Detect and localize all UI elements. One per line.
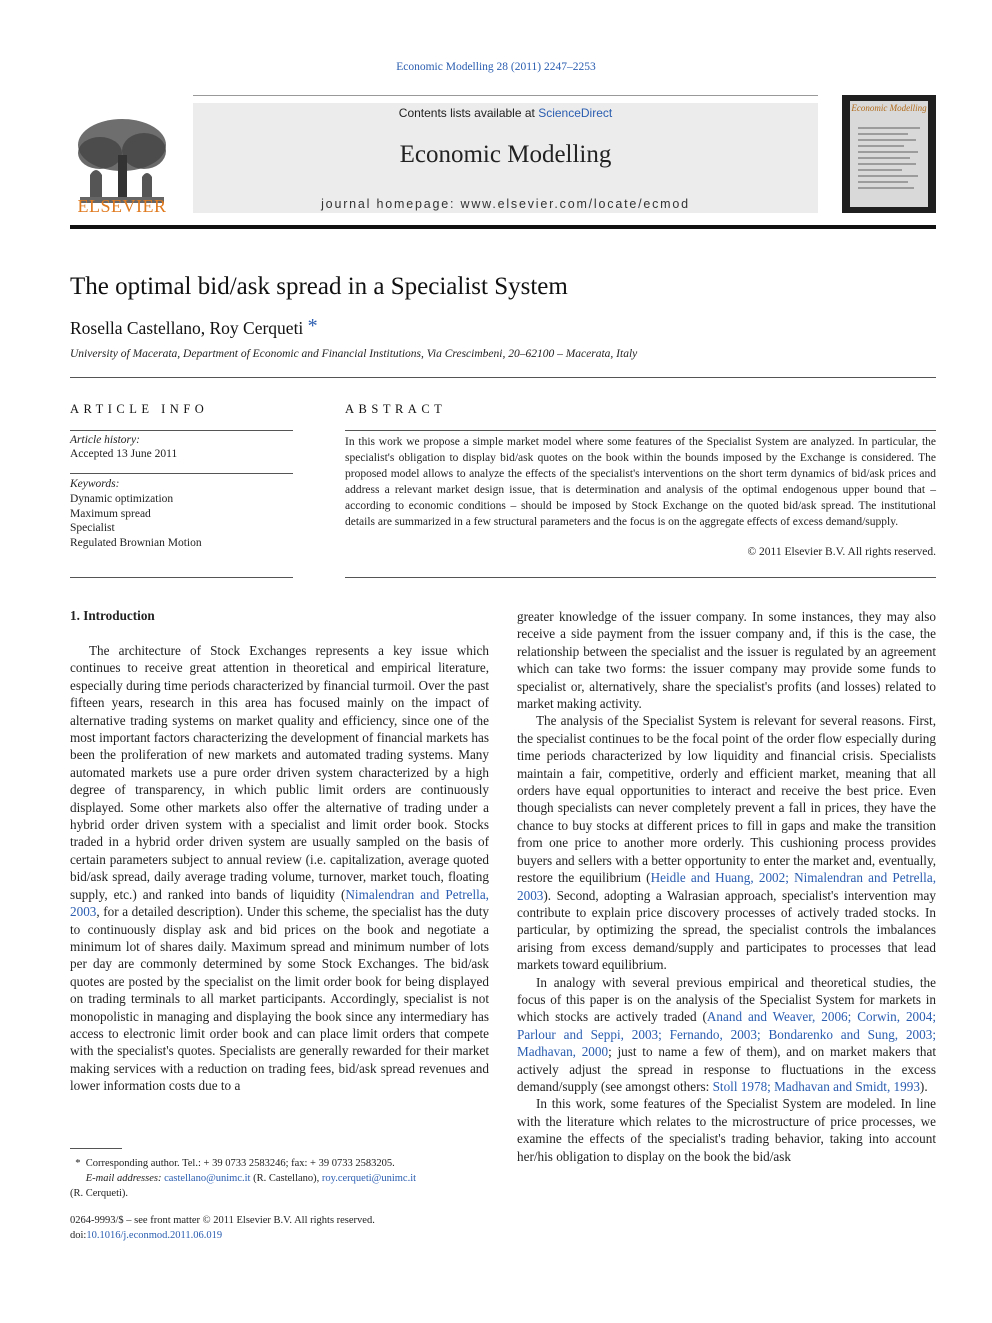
cover-line [858, 175, 918, 177]
paper-title: The optimal bid/ask spread in a Specialist System [70, 273, 568, 300]
email-label: E-mail addresses: [85, 1173, 162, 1184]
paragraph-text: ; just to name a few of them), and on market makers that actively adjust the spread in response to fluctuations in the excess demand/supply (see amongst others: [517, 1044, 936, 1094]
issn-line: 0264-9993/$ – see front matter © 2011 Elsevier B.V. All rights reserved. [70, 1215, 375, 1226]
abstract-rule [345, 577, 936, 578]
footnote-text: Corresponding author. Tel.: + 39 0733 2583246; fax: + 39 0733 2583205. [85, 1158, 395, 1169]
corresponding-author-mark[interactable]: * [307, 315, 318, 337]
cover-line [858, 181, 908, 183]
citation-link[interactable]: Heidle and Huang, 2002; Nimalendran and Petrella, 2003 [517, 870, 936, 903]
journal-reference[interactable]: Economic Modelling 28 (2011) 2247–2253 [396, 61, 596, 73]
abstract-text: In this work we propose a simple market model where some features of the Specialist System are analyzed. In particular, the specialist's obligation to display bid/ask quotes on the book within the bounds imposed by the Exchange is considered. The proposed model allows to analyze the effects of the specialist's interventions on the short term dynamics of bid/ask prices and address a relevant market design issue, that is determination and analysis of the optimal endogenous upper bound that – according to economic conditions – should be imposed by Stock Exchange on the quoted bid/ask spread. The institutional details are summarized in a few structural parameters and the focus is on the aggregate effects of excess demand/supply. [345, 436, 936, 528]
doi-link[interactable]: 10.1016/j.econmod.2011.06.019 [86, 1230, 223, 1241]
keyword: Dynamic optimization [70, 493, 174, 505]
citation-link[interactable]: Anand and Weaver, 2006; Corwin, 2004; Parlour and Seppi, 2003; Fernando, 2003; Bondarenko and Sung, 2003; Madhavan, 2000 [517, 1009, 936, 1060]
cover-line [858, 139, 916, 141]
paragraph [517, 712, 936, 973]
cover-page [850, 101, 928, 207]
left-column [70, 642, 489, 1095]
article-info-rule [70, 430, 293, 431]
cover-line [858, 133, 908, 135]
masthead-bottom-rule [70, 225, 936, 229]
cover-line [858, 157, 910, 159]
footnote-mark: * [75, 1158, 81, 1169]
abstract-rule [345, 430, 936, 431]
article-info-rule [70, 473, 293, 474]
keyword: Regulated Brownian Motion [70, 536, 202, 549]
keyword: Maximum spread [70, 507, 151, 520]
paragraph-text: , for a detailed description). Under this scheme, the specialist has the duty to continuously display ask and bid prices on the book and negotiate a minimum lot of shares daily. Maximum spread and minimum number of lots per day are commonly determined by some Stock Exchanges. The bid/ask quotes are posted by the specialist on the limit order book for being displayed on trading terminals to all market participants. Accordingly, specialist is not monopolistic in managing and displaying the book since any intermediary has access to electronic limit order book and can place limit orders that compete with the specialist's quotes. Specialists are generally rewarded for their market making services with a reduction on trading fees, bid/ask spread revenues and lower information costs due to a [70, 904, 489, 1094]
publisher-wordmark: ELSEVIER [77, 196, 167, 216]
paragraph-text: The analysis of the Specialist System is relevant for several reasons. First, the specialist continues to be the focal point of the order flow especially during time periods characterized by low liquidity and financial crisis. Specialists maintain a fair, competitive, orderly and efficient market, meaning that all orders have equal opportunities to interact and receive the best price. Even though specialists can never completely prevent a fall in prices, they have the chance to buy stocks at different prices to fill in gaps and make the transition from one price to another more orderly. This cushioning process provides buyers and sellers with a better opportunity to enter the market and, eventually, restore the equilibrium ( [517, 713, 936, 886]
paragraph-text: The architecture of Stock Exchanges represents a key issue which continues to receive great attention in theoretical and empirical literature, especially during time periods characterized by financial turmoil. Over the past fifteen years, research in this area has focused mainly on the impact of alternative trading systems on market quality and efficiency, since one of the most important factors characterizing the development of financial markets has been the proliferation of new markets and automated trading systems. Many automated markets use a pure order driven system characterized by a high degree of transparency, in which public limit orders are continuously displayed. Some other markets also offer the alternative of trading under a hybrid order driven system with a specialist and limit order book. Stocks traded in a hybrid order driven system are usually sampled on the basis of certain parameters subject to annual review (i.e. capitalization, average quoted bid/ask spread, daily average trading volume, turnover, market touch, floating supply, etc.) and ranked into bands of liquidity ( [70, 643, 489, 902]
affiliation-rule [70, 377, 936, 378]
doi-label: doi: [70, 1230, 87, 1241]
journal-homepage[interactable]: journal homepage: www.elsevier.com/locate/ecmod [321, 197, 690, 211]
authors [70, 315, 318, 339]
email-link[interactable]: castellano@unimc.it [164, 1173, 251, 1184]
email-owner: (R. Cerqueti). [70, 1188, 129, 1199]
cover-line [858, 151, 918, 153]
paragraph-text: ). [919, 1078, 928, 1094]
footnote-rule [70, 1148, 122, 1149]
email-link[interactable]: roy.cerqueti@unimc.it [321, 1173, 417, 1184]
history-value: Accepted 13 June 2011 [70, 448, 178, 460]
section-heading-introduction: 1. Introduction [70, 608, 155, 623]
abstract-heading: ABSTRACT [345, 402, 447, 416]
cover-line [858, 187, 914, 189]
paragraph [70, 642, 489, 1095]
cover-line [858, 163, 916, 165]
journal-cover-thumbnail[interactable] [842, 95, 936, 213]
keywords-list [70, 492, 202, 550]
paragraph-text: ). Second, adopting a Walrasian approach, specialist's intervention may contribute to explain price discovery processes of actively traded stocks. In particular, by optimizing the spread, the specialist controls the imbalances arising from excess demand/supply and participates to processes that lead markets toward equilibrium. [517, 887, 936, 973]
keywords-label: Keywords: [70, 478, 120, 490]
contents-prefix: Contents lists available at [398, 106, 539, 120]
citation-link[interactable]: Nimalendran and Petrella, 2003 [70, 886, 489, 920]
history-label: Article history: [70, 434, 140, 446]
email-owner: (R. Castellano), [250, 1173, 322, 1184]
sciencedirect-link[interactable]: ScienceDirect [538, 106, 613, 120]
contents-line [193, 106, 818, 120]
article-info-rule [70, 577, 293, 578]
right-column [517, 608, 936, 1165]
paragraph: In this work, some features of the Specialist System are modeled. In line with the literature which relates to the microstructure of price processes, we examine the effects of the specialist's trading behavior, taking into account her/his obligation to display on the book the bid/ask [517, 1096, 936, 1164]
doi-line [70, 1228, 490, 1243]
paragraph: greater knowledge of the issuer company. In some instances, they may also receive a side payment from the issuer company and, if this is the case, the relationship between the specialist and the issuer is regulated by an agreement which can take two forms: the issuer company may provide some funds to specialist or, alternatively, share the specialist's profits (and losses) related to market making activity. [517, 609, 936, 712]
footnote-line [70, 1171, 490, 1186]
journal-title: Economic Modelling [399, 141, 612, 168]
footnote [70, 1156, 490, 1201]
abstract-copyright: © 2011 Elsevier B.V. All rights reserved. [747, 546, 936, 558]
keyword: Specialist [70, 522, 115, 534]
affiliation: University of Macerata, Department of Economic and Financial Institutions, Via Crescimbeni, 20–62100 – Macerata, Italy [70, 348, 638, 360]
citation-link[interactable]: Stoll 1978; Madhavan and Smidt, 1993 [712, 1078, 920, 1094]
masthead-top-rule [193, 95, 818, 96]
cover-line [858, 169, 902, 171]
footnote-line [70, 1156, 490, 1171]
cover-line [858, 127, 920, 129]
paragraph [517, 974, 936, 1096]
front-matter [70, 1213, 490, 1243]
article-info-heading: ARTICLE INFO [70, 402, 209, 416]
paragraph-text: In analogy with several previous empirical and theoretical studies, the focus of this paper is on the analysis of the Specialist System for markets in which stocks are actively traded ( [517, 974, 936, 1025]
cover-line [858, 145, 904, 147]
cover-title: Economic Modelling [851, 103, 927, 113]
author-names: Rosella Castellano, Roy Cerqueti [70, 318, 304, 338]
